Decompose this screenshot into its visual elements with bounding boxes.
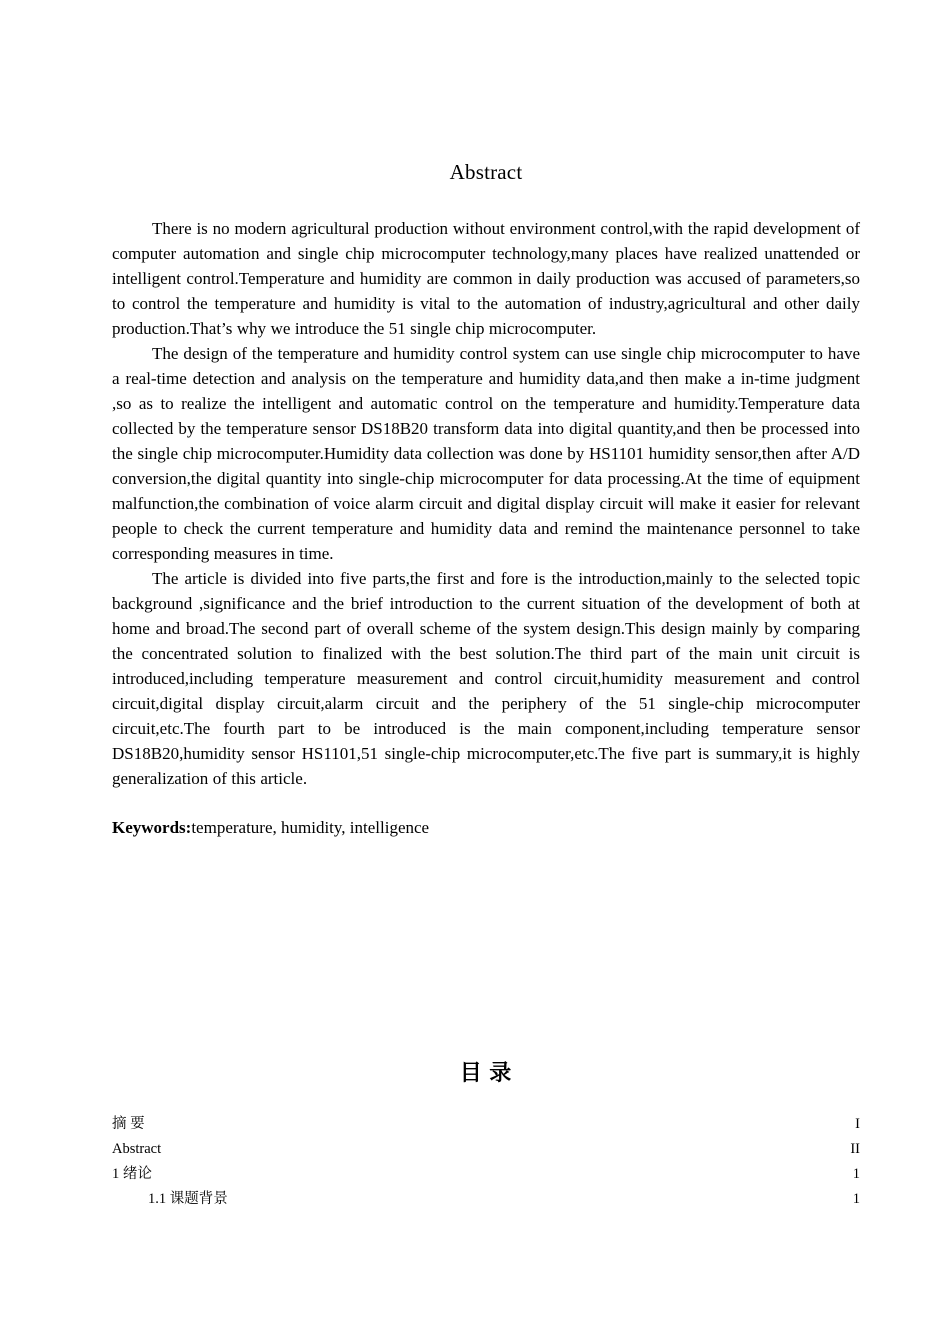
keywords-spacer	[112, 791, 860, 815]
abstract-heading: Abstract	[449, 160, 523, 184]
abstract-paragraph-3: The article is divided into five parts,the first and fore is the introduction,mainly to the selected topic background ,significance and the brief introduction to the current situation of the development of both at home and broad.The second part of overall scheme of the system design.This design mainly by comparing the concentrated solution to finalized with the best solution.The third part of the main unit circuit is introduced,including temperature measurement and control circuit,humidity measurement and control circuit,digital display circuit,alarm circuit and the periphery of the 51 single-chip microcomputer circuit,etc.The fourth part to be introduced is the main component,including temperature sensor DS18B20,humidity sensor HS1101,51 single-chip microcomputer,etc.The five part is summary,it is highly generalization of this article.	[112, 569, 860, 788]
toc-entry[interactable]	[112, 1137, 860, 1162]
toc-entry-label: 摘 要	[112, 1116, 145, 1132]
toc-heading: 目 录	[459, 1060, 513, 1085]
toc-entry[interactable]	[112, 1187, 860, 1212]
abstract-paragraph-2: The design of the temperature and humidity control system can use single chip microcomputer to have a real-time detection and analysis on the temperature and humidity data,and then make a in-time judgment ,so as to realize the intelligent and automatic control on the temperature and humidity.Temperature data collected by the temperature sensor DS18B20 transform data into digital quantity,and then be processed into the single chip microcomputer.Humidity data collection was done by HS1101 humidity sensor,then after A/D conversion,the digital quantity into single-chip microcomputer for data processing.At the time of equipment malfunction,the combination of voice alarm circuit and digital display circuit will make it easier for relevant people to check the current temperature and humidity data and remind the maintenance personnel to take corresponding measures in time.	[112, 344, 860, 563]
toc-entry-label: Abstract	[112, 1141, 162, 1157]
toc-dot-leader	[228, 1189, 853, 1204]
toc-entry-label: 1.1 课题背景	[148, 1191, 228, 1207]
toc-entry-page: 1	[852, 1191, 860, 1207]
toc-entry-label: 1 绪论	[112, 1166, 152, 1182]
toc-entry-page: II	[850, 1141, 860, 1157]
abstract-paragraph-1: There is no modern agricultural production without environment control,with the rapid development of computer automation and single chip microcomputer technology,many places have realized unattended or intelligent control.Temperature and humidity are common in daily production was accused of parameters,so to control the temperature and humidity is vital to the automation of industry,agricultural and other daily production.That’s why we introduce the 51 single chip microcomputer.	[112, 219, 860, 338]
keywords-line	[112, 815, 860, 840]
toc-dot-leader	[152, 1164, 853, 1179]
toc-list	[112, 1112, 860, 1212]
keywords-value: temperature, humidity, intelligence	[191, 818, 430, 837]
toc-entry[interactable]	[112, 1112, 860, 1137]
keywords-label: Keywords:	[112, 818, 192, 837]
toc-dot-leader	[145, 1114, 856, 1129]
toc-dot-leader	[161, 1139, 850, 1154]
toc-entry[interactable]	[112, 1162, 860, 1187]
abstract-section	[112, 158, 860, 840]
toc-entry-page: I	[855, 1116, 860, 1132]
table-of-contents-section	[112, 1058, 860, 1212]
toc-entry-page: 1	[852, 1166, 860, 1182]
